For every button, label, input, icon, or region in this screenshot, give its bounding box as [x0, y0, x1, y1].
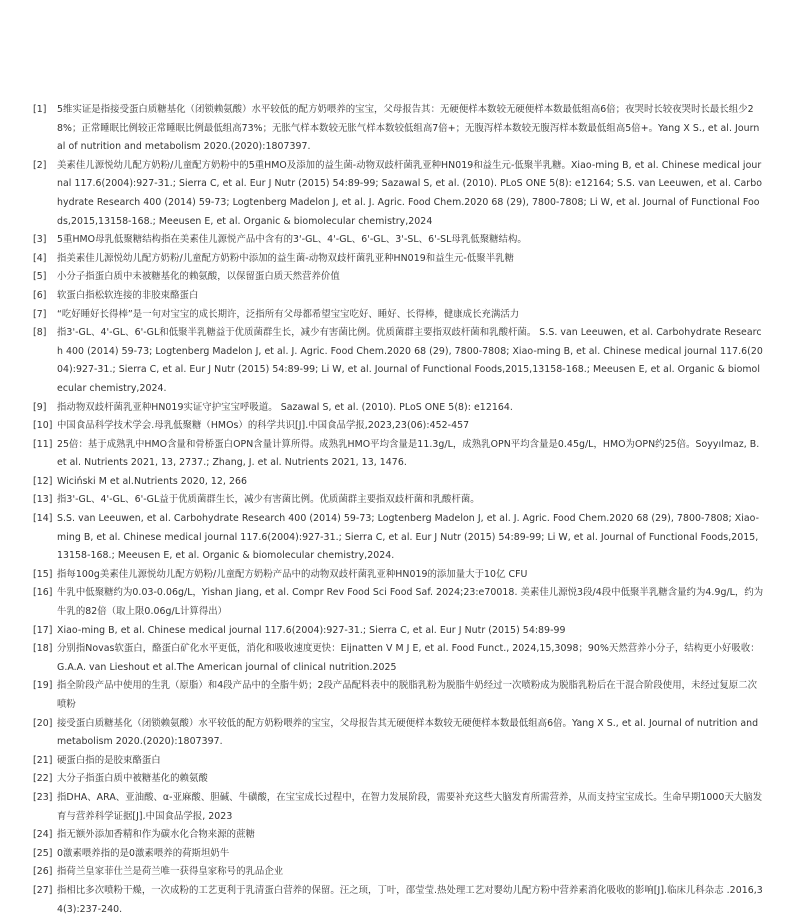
reference-item	[33, 157, 764, 231]
reference-text: 0激素喂养指的是0激素喂养的荷斯坦奶牛	[57, 847, 230, 859]
reference-text: 指3'-GL、4'-GL、6'-GL和低聚半乳糖益于优质菌群生长，减少有害菌比例。优质菌群主要指双歧杆菌和乳酸杆菌。 S.S. van Leeuwen, et al. Carbohydrate Research 400 (2014) 59-73; Logtenberg Madelon J, et al. J. Agric. Food Chem.2020 68 (29), 7800-7808; Xiao-ming B, et al. Chinese medical journal 117.6(2004):927-31.; Sierra C, et al. Eur J Nutr (2015) 54:89-99; Li W, et al. Journal of Functional Foods,2015,13158-168.; Meeusen E, et al. Organic & biomolecular chemistry,2024.	[57, 327, 763, 394]
reference-number: [9]	[33, 401, 47, 413]
reference-number: [4]	[33, 252, 47, 264]
reference-number: [24]	[33, 829, 53, 841]
reference-number: [26]	[33, 866, 53, 878]
reference-text: 小分子指蛋白质中未被糖基化的赖氨酸，以保留蛋白质天然营养价值	[57, 271, 340, 283]
reference-item	[33, 101, 764, 157]
reference-number: [13]	[33, 494, 53, 506]
reference-text: S.S. van Leeuwen, et al. Carbohydrate Research 400 (2014) 59-73; Logtenberg Madelon J, et al. J. Agric. Food Chem.2020 68 (29), 7800-7808; Xiao-ming B, et al. Chinese medical journal 117.6(2004):927-31.; Sierra C, et al. Eur J Nutr (2015) 54:89-99; Li W, et al. Journal of Functional Foods,2015,13158-168.; Meeusen E, et al. Organic & biomolecular chemistry,2024.	[57, 513, 760, 562]
reference-number: [15]	[33, 568, 53, 580]
reference-text: 指DHA、ARA、亚油酸、α-亚麻酸、胆碱、牛磺酸，在宝宝成长过程中，在智力发展阶段，需要补充这些大脑发育所需营养，从而支持宝宝成长。生命早期1000天大脑发育与营养科学证据[J].中国食品学报, 2023	[57, 791, 763, 822]
reference-text: 25倍：基于成熟乳中HMO含量和骨桥蛋白OPN含量计算所得。成熟乳HMO平均含量是11.3g/L，成熟乳OPN平均含量是0.45g/L，HMO为OPN约25倍。Soyyılmaz, B. et al. Nutrients 2021, 13, 2737.; Zhang, J. et al. Nutrients 2021, 13, 1476.	[57, 438, 760, 469]
reference-item	[33, 882, 764, 919]
reference-item	[33, 306, 764, 325]
reference-item	[33, 231, 764, 250]
reference-number: [17]	[33, 624, 53, 636]
reference-text: Xiao-ming B, et al. Chinese medical journal 117.6(2004):927-31.; Sierra C, et al. Eur J Nutr (2015) 54:89-99	[57, 624, 566, 636]
reference-item	[33, 287, 764, 306]
reference-text: 硬蛋白指的是胶束酪蛋白	[57, 754, 161, 766]
reference-item	[33, 417, 764, 436]
reference-number: [10]	[33, 420, 53, 432]
reference-number: [2]	[33, 159, 47, 171]
reference-text: 接受蛋白质糖基化（闭锁赖氨酸）水平较低的配方奶粉喂养的宝宝，父母报告其无硬便样本数较无硬便样本数最低组高6倍。Yang X S., et al. Journal of nutrition and metabolism 2020.(2020):1807397.	[57, 717, 759, 748]
reference-number: [20]	[33, 717, 53, 729]
reference-item	[33, 826, 764, 845]
reference-number: [14]	[33, 513, 53, 525]
reference-text: 指全阶段产品中使用的生乳（原脂）和4段产品中的全脂牛奶；2段产品配料表中的脱脂乳粉为脱脂牛奶经过一次喷粉成为脱脂乳粉后在干混合阶段使用，未经过复原二次喷粉	[57, 680, 758, 710]
reference-text: 指每100g美素佳儿源悦幼儿配方奶粉/儿童配方奶粉产品中的动物双歧杆菌乳亚种HN019的添加量大于10亿 CFU	[57, 568, 528, 580]
reference-text: 5重HMO母乳低聚糖结构指在美素佳儿源悦产品中含有的3'-GL、4'-GL、6'-GL、3'-SL、6'-SL母乳低聚糖结构。	[57, 234, 527, 246]
reference-item	[33, 473, 764, 492]
reference-item	[33, 622, 764, 641]
reference-text: 中国食品科学技术学会.母乳低聚糖（HMOs）的科学共识[J].中国食品学报,2023,23(06):452-457	[57, 420, 470, 432]
reference-number: [5]	[33, 271, 47, 283]
reference-text: 分别指Novas软蛋白，酪蛋白矿化水平更低，消化和吸收速度更快：Eijnatten V M J E, et al. Food Funct., 2024,15,3098；90%天然营养小分子，结构更小好吸收：G.A.A. van Lieshout et al.The American journal of clinical nutrition.2025	[57, 643, 760, 673]
reference-text: 软蛋白指松软连接的非胶束酪蛋白	[57, 289, 199, 301]
reference-item	[33, 770, 764, 789]
reference-text: 指动物双歧杆菌乳亚种HN019实证守护宝宝呼吸道。 Sazawal S, et al. (2010). PLoS ONE 5(8): e12164.	[57, 401, 513, 413]
reference-text: 指相比多次喷粉干燥，一次成粉的工艺更利于乳清蛋白营养的保留。汪之顼，丁叶，邵莹莹.热处理工艺对婴幼儿配方粉中营养素消化吸收的影响[J].临床儿科杂志 .2016,34(3):237-240.	[57, 884, 763, 915]
reference-number: [19]	[33, 680, 53, 692]
reference-item	[33, 324, 764, 398]
reference-text: 指无额外添加香精和作为碳水化合物来源的蔗糖	[57, 829, 255, 841]
reference-text: “吃好睡好长得棒”是一句对宝宝的成长期许，泛指所有父母都希望宝宝吃好、睡好、长得棒，健康成长充满活力	[57, 308, 520, 320]
reference-text: 大分子指蛋白质中被糖基化的赖氨酸	[57, 773, 208, 785]
reference-item	[33, 510, 764, 566]
reference-item	[33, 789, 764, 826]
reference-number: [11]	[33, 438, 53, 450]
reference-item	[33, 677, 764, 714]
reference-list	[33, 101, 764, 919]
reference-number: [21]	[33, 754, 53, 766]
reference-number: [16]	[33, 587, 53, 599]
reference-text: Wiciński M et al.Nutrients 2020, 12, 266	[57, 475, 248, 487]
reference-text: 5维实证是指接受蛋白质糖基化（闭锁赖氨酸）水平较低的配方奶喂养的宝宝，父母报告其：无硬便样本数较无硬便样本数最低组高6倍；夜哭时长较夜哭时长最长组少28%；正常睡眠比例较正常睡眠比例最低组高73%；无胀气样本数较无胀气样本数较低组高7倍+；无腹泻样本数较无腹泻样本数最低组高5倍+。Yang X S., et al. Journal of nutrition and metabolism 2020.(2020):1807397.	[57, 104, 760, 153]
reference-number: [27]	[33, 884, 53, 896]
reference-text: 美素佳儿源悦幼儿配方奶粉/儿童配方奶粉中的5重HMO及添加的益生菌-动物双歧杆菌乳亚种HN019和益生元-低聚半乳糖。Xiao-ming B, et al. Chinese medical journal 117.6(2004):927-31.; Sierra C, et al. Eur J Nutr (2015) 54:89-99; Sazawal S, et al. (2010). PLoS ONE 5(8): e12164; S.S. van Leeuwen, et al. Carbohydrate Research 400 (2014) 59-73; Logtenberg Madelon J, et al. J. Agric. Food Chem.2020 68 (29), 7800-7808; Li W, et al. Journal of Functional Foods,2015,13158-168.; Meeusen E, et al. Organic & biomolecular chemistry,2024	[57, 159, 762, 227]
reference-number: [6]	[33, 289, 47, 301]
reference-item	[33, 863, 764, 882]
reference-number: [3]	[33, 234, 47, 246]
reference-number: [18]	[33, 643, 53, 655]
reference-number: [7]	[33, 308, 47, 320]
reference-text: 牛乳中低聚糖约为0.03-0.06g/L，Yishan Jiang, et al. Compr Rev Food Sci Food Saf. 2024;23:e70018. 美素佳儿源悦3段/4段中低聚半乳糖含量约为4.9g/L，约为牛乳的82倍（取上限0.06g/L计算得出）	[57, 587, 764, 618]
reference-item	[33, 250, 764, 269]
reference-item	[33, 715, 764, 752]
reference-text: 指3'-GL、4'-GL、6'-GL益于优质菌群生长，减少有害菌比例。优质菌群主要指双歧杆菌和乳酸杆菌。	[57, 494, 480, 506]
reference-item	[33, 491, 764, 510]
reference-item	[33, 436, 764, 473]
reference-text: 指荷兰皇家菲仕兰是荷兰唯一获得皇家称号的乳品企业	[57, 866, 284, 878]
reference-number: [25]	[33, 847, 53, 859]
reference-text: 指美素佳儿源悦幼儿配方奶粉/儿童配方奶粉中添加的益生菌-动物双歧杆菌乳亚种HN019和益生元-低聚半乳糖	[57, 252, 514, 264]
reference-number: [12]	[33, 475, 53, 487]
reference-item	[33, 566, 764, 585]
reference-number: [8]	[33, 327, 47, 339]
reference-item	[33, 752, 764, 771]
reference-item	[33, 845, 764, 864]
reference-item	[33, 268, 764, 287]
reference-item	[33, 399, 764, 418]
reference-number: [23]	[33, 791, 53, 803]
reference-number: [22]	[33, 773, 53, 785]
reference-number: [1]	[33, 104, 47, 115]
reference-item	[33, 584, 764, 621]
reference-item	[33, 640, 764, 677]
